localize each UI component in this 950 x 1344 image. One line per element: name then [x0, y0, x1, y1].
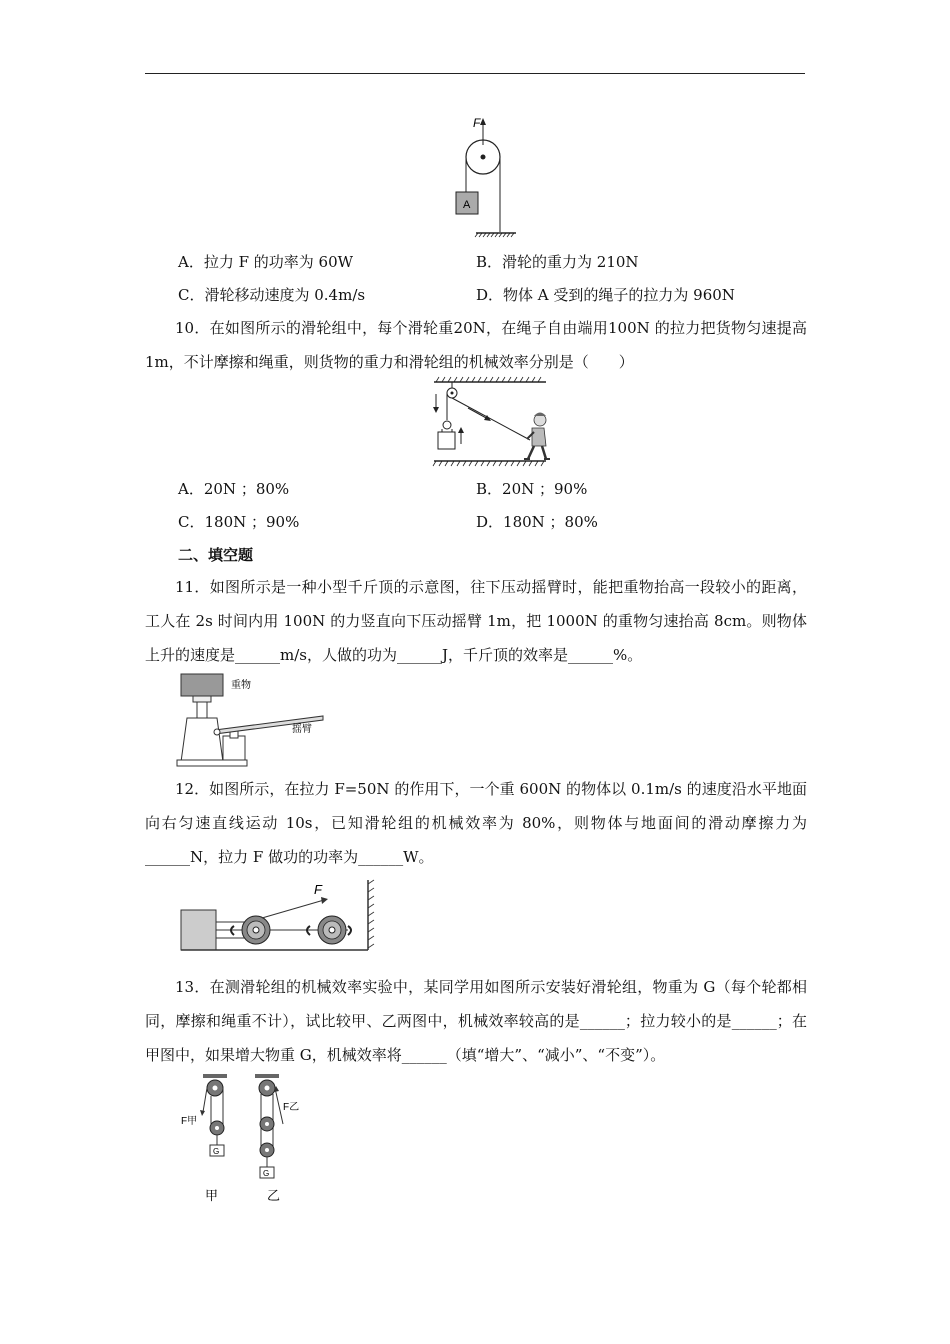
q13-f-yi-label: F乙: [283, 1102, 300, 1113]
q9-block-label: A: [463, 199, 471, 211]
q12-force-label: F: [314, 882, 322, 897]
q10-stem: 10．在如图所示的滑轮组中，每个滑轮重20N，在绳子自由端用100N 的拉力把货物匀速提高1m，不计摩擦和绳重，则货物的重力和滑轮组的机械效率分别是（ ）: [145, 319, 807, 371]
q13-g-jia-label: G: [213, 1147, 220, 1156]
q13-yi-setup: [255, 1074, 283, 1178]
q9-option-b: B．滑轮的重力为 210N: [476, 253, 639, 271]
q9-figure: [440, 112, 520, 240]
q11-arm-label: 摇臂: [292, 724, 312, 735]
q9-option-a: A．拉力 F 的功率为 60W: [178, 253, 354, 271]
q12-object-block: [181, 910, 216, 950]
q11-stem: 11．如图所示是一种小型千斤顶的示意图，往下压动摇臂时，能把重物抬高一段较小的距离，工人在 2s 时间内用 100N 的力竖直向下压动摇臂 1m，把 1000N 的重物匀速抬高 8cm。则物体上升的速度是______m/s，人做的功为______J，千斤顶的效率是______%。: [145, 578, 807, 664]
q10-figure: [428, 376, 550, 468]
q9-force-label: F: [473, 116, 481, 130]
q13-stem: 13．在测滑轮组的机械效率实验中，某同学用如图所示安装好滑轮组，物重为 G（每个轮都相同，摩擦和绳重不计），试比较甲、乙两图中，机械效率较高的是______；拉力较小的是______；在甲图中，如果增大物重 G，机械效率将______（填“增大”、“减小”、“不变”）。: [145, 978, 807, 1064]
q11-load-block: [181, 674, 223, 696]
q9-option-d: D．物体 A 受到的绳子的拉力为 960N: [476, 286, 735, 304]
q11-figure: [175, 672, 330, 768]
q13-yi-caption: 乙: [267, 1188, 281, 1203]
header-rule: [145, 73, 805, 74]
q10-option-c: C．180N ；90%: [178, 513, 300, 531]
q12-stem: 12．如图所示，在拉力 F=50N 的作用下，一个重 600N 的物体以 0.1m/s 的速度沿水平地面向右匀速直线运动 10s，已知滑轮组的机械效率为 80%，则物体与地面间的滑动摩擦力为______N，拉力 F 做功的功率为______W。: [145, 780, 807, 866]
q13-f-jia-label: F甲: [181, 1116, 198, 1127]
q13-figure: [175, 1072, 315, 1204]
q10-person-illustration: [524, 413, 550, 460]
q12-figure: [178, 878, 382, 956]
q10-option-b: B．20N ；90%: [476, 480, 588, 498]
q13-g-yi-label: G: [263, 1169, 270, 1178]
q10-option-a: A．20N ；80%: [178, 480, 290, 498]
q13-jia-caption: 甲: [205, 1188, 219, 1203]
q11-load-label: 重物: [231, 680, 251, 691]
section-heading: 二、填空题: [178, 546, 254, 564]
q13-jia-setup: [200, 1074, 227, 1156]
q9-option-c: C．滑轮移动速度为 0.4m/s: [178, 286, 366, 304]
q10-option-d: D．180N ；80%: [476, 513, 598, 531]
